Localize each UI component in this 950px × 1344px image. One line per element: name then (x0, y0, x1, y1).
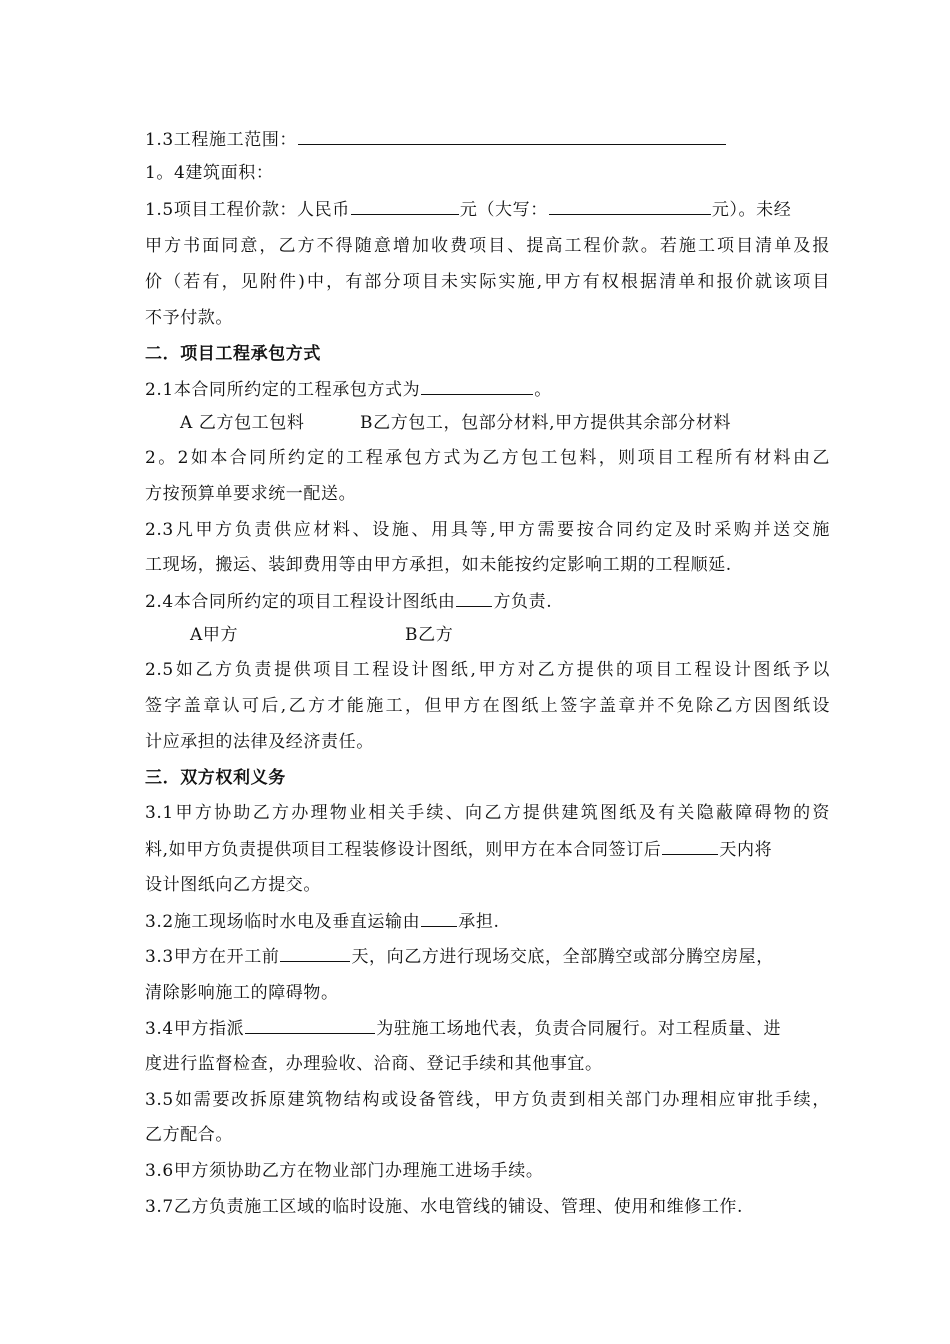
option-b-partial-package: B乙方包工，包部分材料,甲方提供其余部分材料 (360, 413, 732, 433)
blank-scope[interactable] (298, 127, 726, 145)
clause-3-3-line2: 清除影响施工的障碍物。 (145, 983, 339, 1003)
clause-2-5-line1: 2.5如乙方负责提供项目工程设计图纸,甲方对乙方提供的项目工程设计图纸予以 (145, 660, 830, 680)
section-heading-2: 二．项目工程承包方式 (145, 344, 321, 364)
clause-3-5-line1: 3.5如需要改拆原建筑物结构或设备管线，甲方负责到相关部门办理相应审批手续， (145, 1090, 830, 1110)
clause-2-5-line2: 签字盖章认可后,乙方才能施工，但甲方在图纸上签字盖章并不免除乙方因图纸设 (145, 696, 830, 716)
clause-3-4-line1 (145, 1016, 781, 1041)
option-a-full-package: A 乙方包工包料 (180, 413, 305, 433)
clause-text: 天内将 (719, 840, 773, 860)
clause-3-5-line2: 乙方配合。 (145, 1125, 233, 1145)
clause-3-1-line1: 3.1甲方协助乙方办理物业相关手续、向乙方提供建筑图纸及有关隐蔽障碍物的资 (145, 803, 830, 823)
section-heading-3: 三．双方权利义务 (145, 768, 286, 788)
clause-2-1 (145, 377, 552, 402)
blank-contract-mode[interactable] (421, 377, 533, 395)
clause-1-5 (145, 197, 791, 222)
blank-utility-party[interactable] (421, 909, 457, 927)
clause-2-4 (145, 589, 552, 614)
clause-2-3-line1: 2.3凡甲方负责供应材料、设施、用具等,甲方需要按合同约定及时采购并送交施 (145, 520, 830, 540)
blank-price-number[interactable] (351, 197, 459, 215)
clause-3-3-line1 (145, 944, 774, 969)
option-a-party-a: A甲方 (190, 625, 239, 645)
blank-days-before-start[interactable] (280, 944, 350, 962)
clause-text: 2.4本合同所约定的项目工程设计图纸由 (145, 592, 456, 612)
clause-1-5-line2: 甲方书面同意，乙方不得随意增加收费项目、提高工程价款。若施工项目清单及报 (145, 236, 830, 256)
blank-design-party[interactable] (456, 589, 492, 607)
clause-text: 料,如甲方负责提供项目工程装修设计图纸，则甲方在本合同签订后 (145, 840, 662, 860)
blank-days-submit[interactable] (662, 837, 718, 855)
clause-text: 承担. (458, 912, 500, 932)
clause-1-5-line4: 不予付款。 (145, 308, 233, 328)
clause-text: 。 (534, 380, 552, 400)
clause-text: 为驻施工场地代表，负责合同履行。对工程质量、进 (376, 1019, 782, 1039)
blank-price-words[interactable] (549, 197, 711, 215)
clause-text: 方负责. (493, 592, 553, 612)
clause-text: 2.1本合同所约定的工程承包方式为 (145, 380, 421, 400)
clause-2-5-line3: 计应承担的法律及经济责任。 (145, 732, 374, 752)
clause-3-2 (145, 909, 499, 934)
option-b-party-b: B乙方 (405, 625, 454, 645)
clause-2-3-line2: 工现场，搬运、装卸费用等由甲方承担，如未能按约定影响工期的工程顺延. (145, 555, 732, 575)
clause-text: 1.3工程施工范围： (145, 130, 298, 150)
clause-3-7: 3.7乙方负责施工区域的临时设施、水电管线的铺设、管理、使用和维修工作. (145, 1197, 744, 1217)
clause-3-1-line2 (145, 837, 772, 862)
clause-text: 天，向乙方进行现场交底，全部腾空或部分腾空房屋， (351, 947, 774, 967)
clause-text: 元（大写： (459, 200, 548, 220)
clause-2-2-line2: 方按预算单要求统一配送。 (145, 484, 357, 504)
clause-text: 1.5项目工程价款：人民币 (145, 200, 350, 220)
clause-text: 3.2施工现场临时水电及垂直运输由 (145, 912, 421, 932)
blank-site-representative[interactable] (245, 1016, 375, 1034)
clause-text: 3.3甲方在开工前 (145, 947, 280, 967)
clause-2-2-line1: 2。2如本合同所约定的工程承包方式为乙方包工包料，则项目工程所有材料由乙 (145, 448, 830, 468)
clause-text: 元）。未经 (711, 200, 792, 220)
clause-1-4: 1。4建筑面积： (145, 163, 274, 183)
clause-3-4-line2: 度进行监督检查，办理验收、洽商、登记手续和其他事宜。 (145, 1054, 603, 1074)
clause-1-3 (145, 127, 727, 152)
clause-1-5-line3: 价（若有，见附件)中，有部分项目未实际实施,甲方有权根据清单和报价就该项目 (145, 272, 830, 292)
clause-3-6: 3.6甲方须协助乙方在物业部门办理施工进场手续。 (145, 1161, 544, 1181)
clause-text: 3.4甲方指派 (145, 1019, 245, 1039)
clause-3-1-line3: 设计图纸向乙方提交。 (145, 875, 321, 895)
